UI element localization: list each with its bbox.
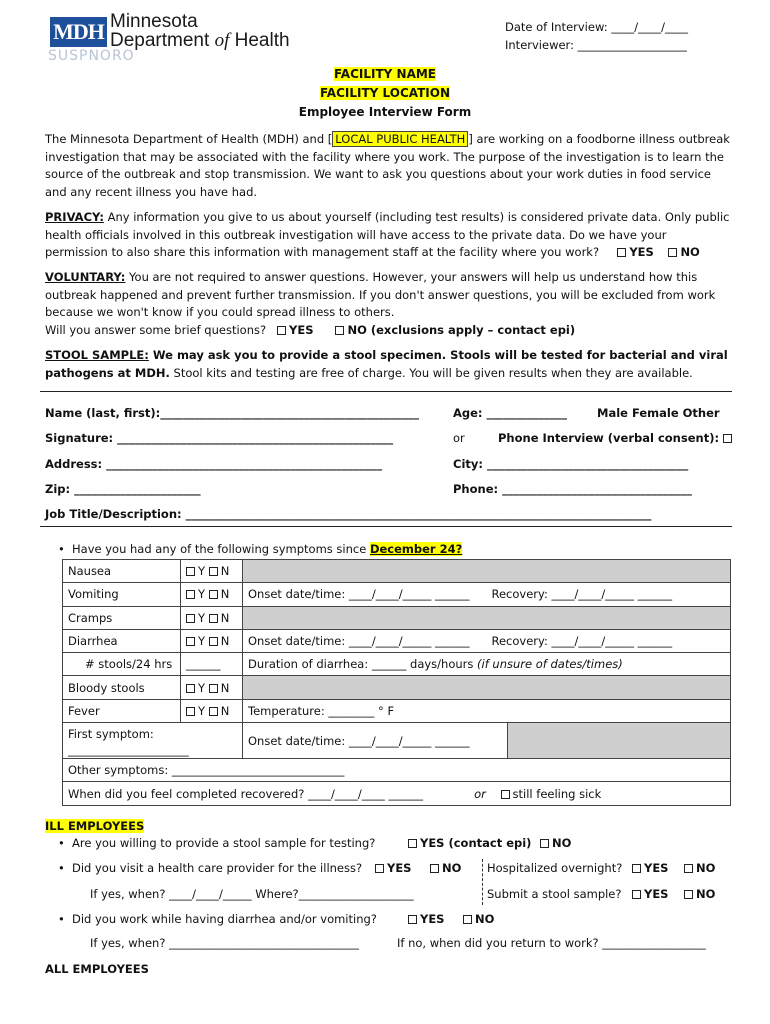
provider-yes-checkbox[interactable] (375, 864, 384, 873)
privacy-no-checkbox[interactable] (668, 248, 677, 257)
cramps-yn[interactable] (181, 606, 243, 629)
stool-yes-label: YES (contact epi) (420, 836, 532, 850)
n-label: N (220, 564, 230, 579)
phone-interview-checkbox[interactable] (723, 434, 732, 443)
voluntary-label: VOLUNTARY: (45, 270, 126, 284)
submit-stool-question: Submit a stool sample? (487, 887, 622, 901)
privacy-text: Any information you give to us about yourself (including test results) is considered private data. Only public health officials involved in this outbreak investigation will have access to the private data. Do we have your permission to also share this information with management staff at the facility where you work? (45, 210, 730, 259)
logo-line-2 (110, 31, 290, 50)
provider-no-checkbox[interactable] (430, 864, 439, 873)
ill-employees-heading (45, 819, 144, 833)
stool-yes-checkbox[interactable] (408, 839, 417, 848)
bullet-icon: • (58, 912, 65, 926)
completed-recovery-field[interactable]: When did you feel completed recovered? ____/____/____ ______ (68, 786, 423, 801)
form-title: Employee Interview Form (298, 105, 472, 119)
work-no-checkbox[interactable] (463, 915, 472, 924)
temperature-field[interactable]: Temperature: ________ ° F (243, 699, 731, 722)
table-row (63, 560, 731, 583)
voluntary-no-label: NO (exclusions apply – contact epi) (347, 322, 576, 337)
mdh-logo-text (110, 12, 290, 50)
symptom-vomiting: Vomiting (63, 583, 181, 606)
nausea-yn[interactable] (181, 560, 243, 583)
stool-no-option[interactable] (540, 836, 571, 850)
voluntary-no-checkbox[interactable] (335, 326, 344, 335)
symptoms-table (62, 559, 731, 806)
work-yes-label: YES (420, 912, 445, 926)
logo-word-department: Department (110, 30, 210, 51)
work-when-field[interactable]: If yes, when? _________________________________ (90, 936, 359, 950)
or-label: or (474, 786, 486, 801)
recovery-field[interactable]: Recovery: ____/____/_____ ______ (491, 634, 673, 649)
divider-top (40, 391, 732, 392)
bloody-yn[interactable] (181, 676, 243, 699)
table-row (63, 629, 731, 652)
hospitalized-yes-checkbox[interactable] (632, 864, 641, 873)
phone-interview-label: Phone Interview (verbal consent): (498, 431, 720, 445)
diarrhea-onset-recovery[interactable] (243, 629, 731, 652)
voluntary-question: Will you answer some brief questions? (45, 322, 267, 337)
submit-stool-yes-label: YES (644, 887, 669, 901)
phone-interview-consent (498, 431, 735, 445)
fever-yn[interactable] (181, 699, 243, 722)
privacy-label: PRIVACY: (45, 210, 104, 224)
table-row (63, 583, 731, 606)
stool-yes-option[interactable] (408, 836, 531, 850)
symptom-fever: Fever (63, 699, 181, 722)
recovery-field[interactable]: Recovery: ____/____/_____ ______ (491, 587, 673, 602)
return-to-work-field[interactable]: If no, when did you return to work? __________________ (397, 936, 706, 950)
privacy-yes-checkbox[interactable] (617, 248, 626, 257)
work-yes-option[interactable] (408, 912, 444, 926)
duration-of-diarrhea[interactable] (243, 653, 731, 676)
signature-field[interactable]: Signature: ________________________________________________ (45, 431, 394, 445)
age-field[interactable]: Age: ______________ (453, 406, 568, 420)
symptom-cramps: Cramps (63, 606, 181, 629)
diarrhea-yn[interactable] (181, 629, 243, 652)
symptoms-date: December 24? (369, 542, 463, 556)
symptoms-question-text: Have you had any of the following symptoms since (72, 542, 370, 556)
stool-question-text: Are you willing to provide a stool sample for testing? (72, 836, 376, 850)
name-field[interactable]: Name (last, first):_____________________________________________ (45, 406, 419, 420)
work-while-ill-question (58, 912, 377, 926)
bullet-icon: • (58, 542, 65, 556)
stool-label: STOOL SAMPLE: (45, 348, 149, 362)
n-label: N (220, 634, 230, 649)
ill-employees-label: ILL EMPLOYEES (45, 819, 145, 833)
zip-field[interactable]: Zip: ______________________ (45, 482, 201, 496)
symptom-diarrhea: Diarrhea (63, 629, 181, 652)
stools-blank[interactable]: ______ (181, 653, 243, 676)
stool-no-checkbox[interactable] (540, 839, 549, 848)
submit-stool-yes-option[interactable] (632, 887, 668, 901)
symptom-bloody-stools: Bloody stools (63, 676, 181, 699)
voluntary-yes-checkbox[interactable] (277, 326, 286, 335)
date-of-interview[interactable]: Date of Interview: ____/____/____ (505, 20, 689, 34)
gray-cell (508, 723, 731, 759)
mdh-logo-mark: MDH (50, 17, 107, 47)
table-row (63, 759, 731, 782)
intro-paragraph (45, 131, 730, 201)
table-row (63, 653, 731, 676)
first-symptom-blank[interactable]: _____________________ (68, 743, 189, 758)
provider-no-label: NO (442, 861, 462, 875)
phone-field[interactable]: Phone: _________________________________ (453, 482, 692, 496)
facility-location-title (0, 86, 770, 100)
work-yes-checkbox[interactable] (408, 915, 417, 924)
stool-sample-question (58, 836, 375, 850)
duration-text: Duration of diarrhea: ______ days/hours (248, 657, 478, 672)
address-field[interactable]: Address: ________________________________________________ (45, 457, 383, 471)
facility-name-title (0, 67, 770, 81)
dashed-divider (482, 859, 483, 905)
first-symptom-label: First symptom: (68, 727, 154, 742)
submit-stool-yes-checkbox[interactable] (632, 890, 641, 899)
first-symptom-onset[interactable]: Onset date/time: ____/____/_____ ______ (243, 723, 508, 759)
symptoms-question (58, 542, 462, 556)
provider-yes-option[interactable] (375, 861, 411, 875)
table-row (63, 699, 731, 722)
provider-yes-label: YES (387, 861, 412, 875)
table-row (63, 723, 731, 759)
y-label: Y (198, 587, 206, 602)
stool-paragraph (45, 347, 730, 382)
hospitalized-yes-label: YES (644, 861, 669, 875)
symptom-nausea: Nausea (63, 560, 181, 583)
submit-stool-no-option[interactable] (684, 887, 715, 901)
sex-options[interactable]: Male Female Other (597, 406, 720, 420)
all-employees-heading: ALL EMPLOYEES (45, 962, 149, 976)
gray-cell (243, 676, 731, 699)
y-label: Y (198, 634, 206, 649)
privacy-yes-label: YES (629, 245, 654, 259)
logo-word-of: of (214, 30, 230, 51)
work-question-text: Did you work while having diarrhea and/or vomiting? (72, 912, 377, 926)
onset-field[interactable]: Onset date/time: ____/____/_____ ______ (248, 587, 470, 602)
logo-line-1: Minnesota (110, 11, 198, 32)
bullet-icon: • (58, 836, 65, 850)
hospitalized-yes-option[interactable] (632, 861, 668, 875)
privacy-no-label: NO (680, 245, 700, 259)
stools-per-day: # stools/24 hrs (63, 653, 181, 676)
local-public-health-highlight: LOCAL PUBLIC HEALTH (332, 131, 468, 147)
facility-name: FACILITY NAME (333, 67, 436, 81)
submit-stool-no-checkbox[interactable] (684, 890, 693, 899)
city-field[interactable]: City: ___________________________________ (453, 457, 689, 471)
still-sick-checkbox[interactable] (501, 790, 510, 799)
logo-word-health: Health (234, 30, 290, 51)
hospitalized-question: Hospitalized overnight? (487, 861, 623, 875)
intro-part-2: ] are working on a foodborne illness outbreak investigation that may be associated with the facility where you work. The purpose of the investigation is to learn the source of the outbreak and stop transmission. We want to ask you questions about your work duties in food service and any recent illness you have had. (45, 132, 730, 199)
vomiting-onset-recovery[interactable] (243, 583, 731, 606)
hospitalized-no-checkbox[interactable] (684, 864, 693, 873)
y-label: Y (198, 610, 206, 625)
watermark: SUSPNORO (48, 48, 135, 64)
voluntary-text: You are not required to answer questions. However, your answers will help us understand how this outbreak happened and prevent further transmission. If you don't answer questions, you will be excluded from work because we won't know if you could spread illness to others. (45, 270, 716, 319)
voluntary-paragraph (45, 269, 730, 339)
interviewer-field[interactable]: Interviewer: ___________________ (505, 38, 687, 52)
stool-text: Stool kits and testing are free of charge. You will be given results when they are available. (169, 365, 693, 380)
divider-middle (40, 526, 732, 527)
provider-no-option[interactable] (430, 861, 461, 875)
stool-bold-text: We may ask you to provide a stool specimen. Stools will be tested for bacterial and viral pathogens at MDH. (45, 348, 728, 380)
first-symptom-cell[interactable] (63, 723, 243, 759)
hospitalized-no-option[interactable] (684, 861, 715, 875)
other-symptoms-field[interactable]: Other symptoms: ______________________________ (63, 759, 731, 782)
provider-question-text: Did you visit a health care provider for the illness? (72, 861, 363, 875)
bullet-icon: • (58, 861, 65, 875)
work-no-label: NO (475, 912, 495, 926)
still-sick-label: still feeling sick (512, 786, 602, 801)
or-label: or (453, 431, 465, 445)
gray-cell (243, 560, 731, 583)
table-row (63, 606, 731, 629)
work-no-option[interactable] (463, 912, 494, 926)
n-label: N (220, 587, 230, 602)
y-label: Y (198, 564, 206, 579)
n-label: N (220, 610, 230, 625)
gray-cell (243, 606, 731, 629)
table-row (63, 782, 731, 805)
provider-question (58, 861, 362, 875)
table-row (63, 676, 731, 699)
intro-part-1: The Minnesota Department of Health (MDH) and [ (45, 132, 333, 146)
submit-stool-no-label: NO (696, 887, 716, 901)
facility-location: FACILITY LOCATION (319, 86, 451, 100)
privacy-paragraph (45, 209, 730, 262)
hospitalized-no-label: NO (696, 861, 716, 875)
n-label: N (220, 703, 230, 718)
y-label: Y (198, 703, 206, 718)
vomiting-yn[interactable] (181, 583, 243, 606)
voluntary-yes-label: YES (289, 322, 314, 337)
n-label: N (220, 680, 230, 695)
completed-recovery-row[interactable] (63, 782, 731, 805)
y-label: Y (198, 680, 206, 695)
stool-no-label: NO (552, 836, 572, 850)
provider-when-where[interactable]: If yes, when? ____/____/_____ Where?____________________ (90, 887, 414, 901)
duration-note: (if unsure of dates/times) (477, 657, 623, 672)
onset-field[interactable]: Onset date/time: ____/____/_____ ______ (248, 634, 470, 649)
job-title-field[interactable]: Job Title/Description: _________________________________________________________________________________ (45, 507, 652, 521)
